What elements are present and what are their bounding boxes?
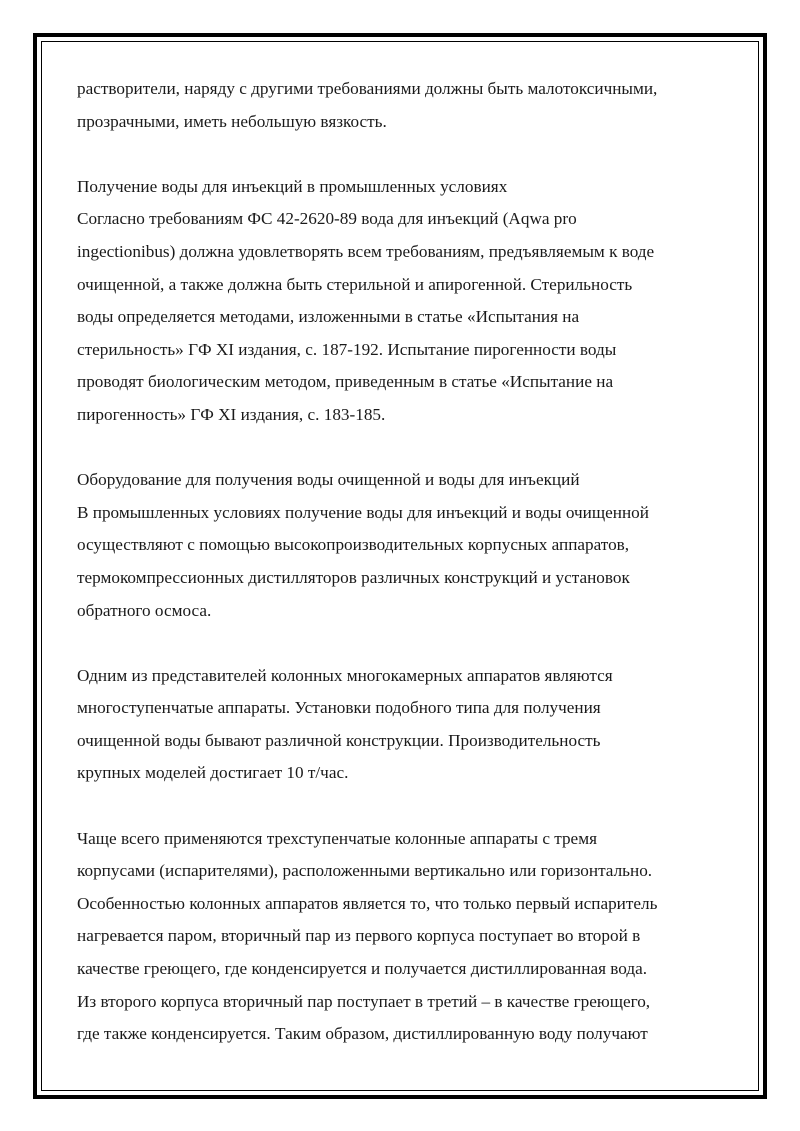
text-line: Из второго корпуса вторичный пар поступает в третий – в качестве греющего, (77, 991, 651, 1011)
text-line: корпусами (испарителями), расположенными вертикально или горизонтально. (77, 861, 653, 881)
text-line: прозрачными, иметь небольшую вязкость. (77, 111, 387, 131)
text-line: обратного осмоса. (77, 600, 212, 620)
text-line: В промышленных условиях получение воды для инъекций и воды очищенной (77, 502, 649, 522)
text-line: ingectionibus) должна удовлетворять всем требованиям, предъявляемым к воде (77, 241, 655, 261)
text-line: нагревается паром, вторичный пар из первого корпуса поступает во второй в (77, 926, 641, 946)
paragraph-1 (77, 73, 737, 138)
paragraph-gap (77, 138, 737, 171)
paragraph-3 (77, 464, 737, 627)
paragraph-2 (77, 171, 737, 432)
text-line: очищенной, а также должна быть стерильной и апирогенной. Стерильность (77, 274, 633, 294)
text-line: где также конденсируется. Таким образом, дистиллированную воду получают (77, 1024, 648, 1044)
text-line: крупных моделей достигает 10 т/час. (77, 763, 349, 783)
text-line: качестве греющего, где конденсируется и получается дистиллированная вода. (77, 959, 648, 979)
document-body (77, 73, 737, 1051)
text-line: стерильность» ГФ XI издания, с. 187-192. Испытание пирогенности воды (77, 339, 617, 359)
paragraph-gap (77, 790, 737, 823)
text-line: растворители, наряду с другими требованиями должны быть малотоксичными, (77, 79, 658, 98)
text-line: воды определяется методами, изложенными в статье «Испытания на (77, 307, 580, 327)
text-line: многоступенчатые аппараты. Установки подобного типа для получения (77, 698, 601, 718)
paragraph-gap (77, 432, 737, 465)
text-line: Одним из представителей колонных многокамерных аппаратов являются (77, 665, 613, 685)
paragraph-4 (77, 660, 737, 790)
section-heading: Оборудование для получения воды очищенной и воды для инъекций (77, 470, 580, 490)
text-line: Чаще всего применяются трехступенчатые колонные аппараты с тремя (77, 828, 597, 848)
paragraph-5 (77, 823, 737, 1051)
text-line: Согласно требованиям ФС 42-2620-89 вода для инъекций (Aqwa pro (77, 209, 577, 229)
paragraph-gap (77, 627, 737, 660)
section-heading: Получение воды для инъекций в промышленных условиях (77, 176, 508, 196)
text-line: Особенностью колонных аппаратов является то, что только первый испаритель (77, 893, 658, 913)
text-line: пирогенность» ГФ XI издания, с. 183-185. (77, 404, 386, 424)
text-line: проводят биологическим методом, приведенным в статье «Испытание на (77, 372, 614, 392)
text-line: очищенной воды бывают различной конструкции. Производительность (77, 730, 601, 750)
text-line: осуществляют с помощью высокопроизводительных корпусных аппаратов, (77, 535, 630, 555)
text-line: термокомпрессионных дистилляторов различных конструкций и установок (77, 567, 630, 587)
